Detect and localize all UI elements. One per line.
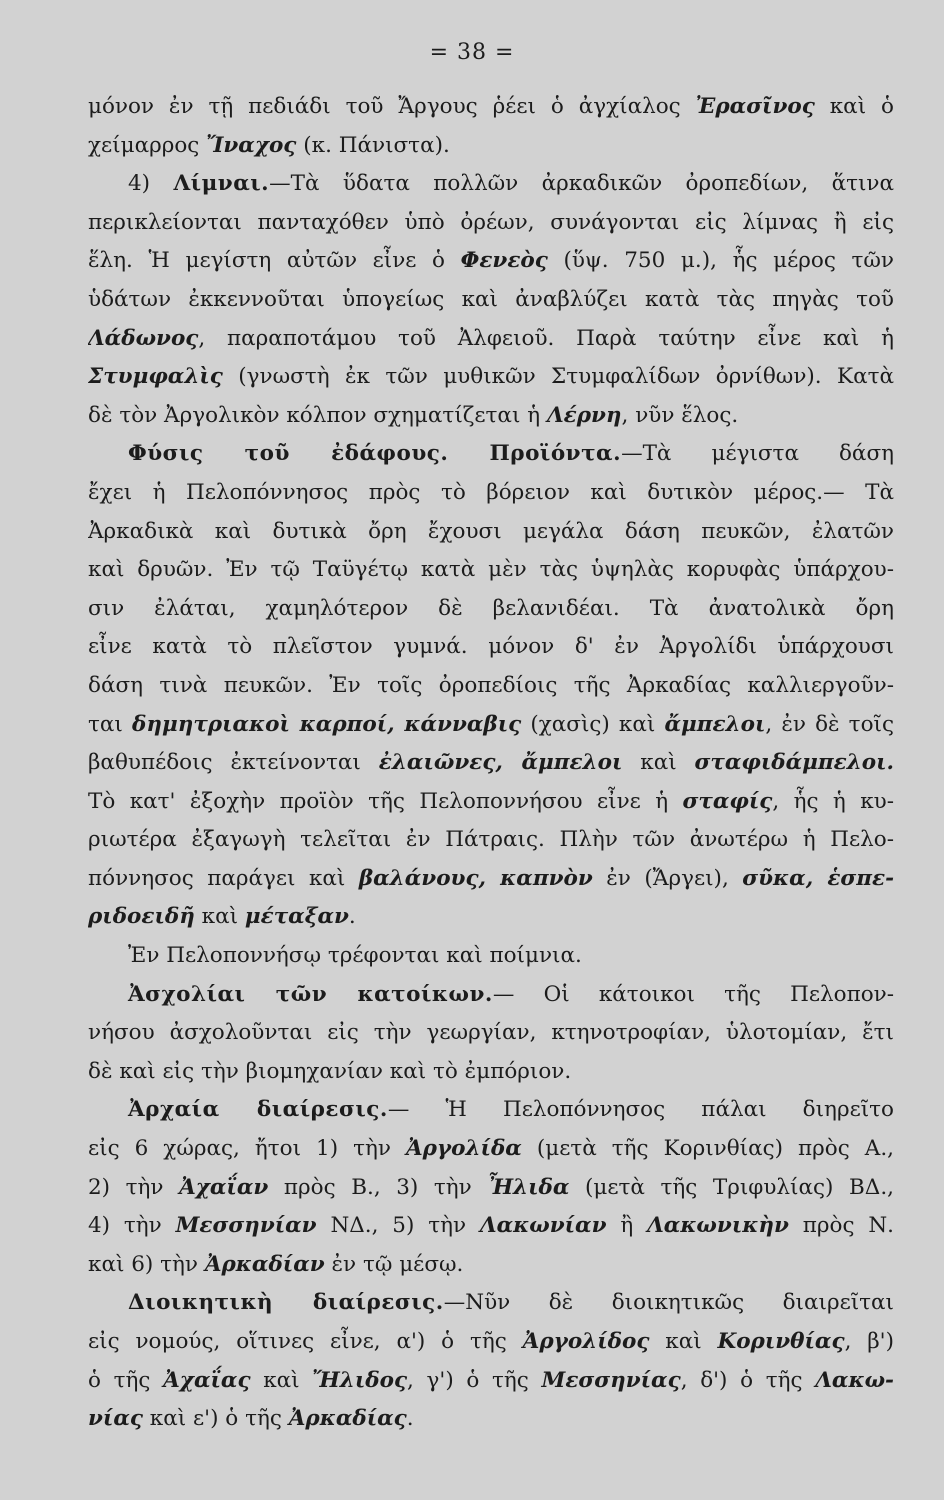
emphasized-term: Στυμφαλὶς [88,364,223,390]
text-run: καὶ [250,1367,313,1393]
text-run: 4) τὴν [88,1213,176,1239]
text-run: καὶ [194,904,245,930]
text-run: ται [88,711,132,737]
text-line [88,513,894,552]
text-run: — Οἱ κάτοικοι τῆς Πελοπον- [492,981,894,1007]
emphasized-term: Λέρνη [546,402,622,428]
emphasized-term: Ἀρκαδίαν [204,1251,325,1277]
text-run: καὶ 6) τὴν [88,1251,205,1277]
emphasized-term: Ἤλιδος [312,1367,408,1393]
text-run: πρὸς Β., 3) τὴν [268,1174,488,1200]
text-run: πρὸς Ν. [788,1213,894,1239]
text-run: (ὕψ. 750 μ.), ἧς μέρος τῶν [547,248,894,274]
text-line [88,1323,894,1362]
emphasized-term: Λακωνικὴν [647,1213,789,1239]
text-run: . [348,904,356,930]
text-line [88,667,894,706]
text-line [88,397,894,436]
section-heading: Διοικητικὴ διαίρεσις. [128,1290,444,1316]
text-run: , ἧς ἡ κυ- [772,788,894,814]
text-run: ριωτέρα ἐξαγωγὴ τελεῖται ἐν Πάτραις. Πλὴν τῶν ἀνωτέρω ἡ Πελο- [88,827,894,853]
text-line [88,1400,894,1439]
text-run: δὲ καὶ εἰς τὴν βιομηχανίαν καὶ τὸ ἐμπόριον. [88,1058,572,1084]
text-run: καὶ ε') ὁ τῆς [142,1406,289,1432]
text-line [88,898,894,937]
emphasized-term: Ἦλιδα [487,1174,570,1200]
text-run: μόνον ἐν τῇ πεδιάδι τοῦ Ἄργους ῥέει ὁ ἀγχίαλος [88,94,696,119]
emphasized-term: σταφίς [682,788,773,814]
text-line [88,88,894,127]
emphasized-term: σῦκα, ἑσπε- [742,865,894,891]
text-run: , β') [844,1329,894,1354]
emphasized-term: σταφιδάμπελοι. [694,750,894,776]
text-run: ὑδάτων ἐκκεννοῦται ὑπογείως καὶ ἀναβλύζει κατὰ τὰς πηγὰς τοῦ [88,286,894,312]
text-run: , δ') ὁ τῆς [680,1367,816,1393]
section-heading: Ἀσχολίαι τῶν κατοίκων. [128,981,493,1007]
text-run: Ἐν Πελοποννήσῳ τρέφονται καὶ ποίμνια. [128,943,582,969]
text-run: Τὸ κατ' ἐξοχὴν προϊὸν τῆς Πελοποννήσου εἶνε ἡ [88,788,683,814]
text-line [88,821,894,860]
text-run: Ἀρκαδικὰ καὶ δυτικὰ ὄρη ἔχουσι μεγάλα δάση πευκῶν, ἐλατῶν [88,518,894,544]
text-run: (μετὰ τῆς Τριφυλίας) ΒΔ., [569,1174,894,1200]
text-line [88,860,894,899]
text-line [88,1246,894,1285]
text-line [88,204,894,243]
text-run: καὶ [649,1329,718,1354]
text-run: 2) τὴν [88,1174,180,1200]
text-run: νήσου ἀσχολοῦνται εἰς τὴν γεωργίαν, κτηνοτροφίαν, ὑλοτομίαν, ἔτι [88,1020,894,1046]
text-line [88,435,894,474]
text-run: δὲ τὸν Ἀργολικὸν κόλπον σχηματίζεται ἡ [88,402,547,428]
text-line [88,320,894,359]
text-run: (γνωστὴ ἐκ τῶν μυθικῶν Στυμφαλίδων ὀρνίθων). Κατὰ [222,364,894,390]
text-line [88,1053,894,1092]
text-run: σιν ἐλάται, χαμηλότερον δὲ βελανιδέαι. Τὰ ἀνατολικὰ ὄρη [88,595,894,621]
section-heading: Λίμναι. [173,171,270,197]
text-run: , νῦν ἕλος. [621,402,739,428]
emphasized-term: Μεσσηνίαν [175,1213,317,1239]
text-run: καὶ ὁ [814,94,894,119]
text-run: ἔχει ἡ Πελοπόννησος πρὸς τὸ βόρειον καὶ δυτικὸν μέρος.— Τὰ [88,479,894,505]
emphasized-term: ἐλαιῶνες, ἄμπελοι [378,750,623,776]
text-run: ΝΔ., 5) τὴν [316,1213,480,1239]
text-run: δάση τινὰ πευκῶν. Ἐν τοῖς ὀροπεδίοις τῆς Ἀρκαδίας καλλιεργοῦν- [88,672,894,698]
text-run: χείμαρρος [88,132,207,158]
emphasized-term: ἄμπελοι [664,711,766,737]
text-line [88,1362,894,1401]
emphasized-term: Φενεὸς [460,248,548,274]
body-text [88,88,894,1439]
emphasized-term: Λάδωνος [88,325,199,351]
text-line [88,706,894,745]
text-run: , γ') ὁ τῆς [407,1367,542,1393]
emphasized-term: Λακω- [815,1367,894,1393]
text-run: (κ. Πάνιστα). [296,132,450,158]
text-run: —Τὰ ὕδατα πολλῶν ἀρκαδικῶν ὀροπεδίων, ἅτινα [269,171,894,197]
text-run: —Τὰ μέγιστα δάση [621,441,894,467]
text-line [88,744,894,783]
text-run: (μετὰ τῆς Κορινθίας) πρὸς Α., [521,1136,894,1162]
emphasized-term: Κορινθίας [717,1329,845,1354]
text-run: , παραποτάμου τοῦ Ἀλφειοῦ. Παρὰ ταύτην εἶνε καὶ ἡ [198,325,894,351]
text-line [88,474,894,513]
text-line [88,976,894,1015]
emphasized-term: Ἐρασῖνος [695,94,815,119]
text-line [88,1130,894,1169]
text-run: (χασὶς) καὶ [521,711,665,737]
text-run: ἕλη. Ἡ μεγίστη αὐτῶν εἶνε ὁ [88,248,461,274]
text-line [88,551,894,590]
page-number: = 38 = [429,40,515,65]
text-line [88,281,894,320]
text-line [88,1014,894,1053]
section-heading: Ἀρχαία διαίρεσις. [128,1097,388,1123]
emphasized-term: Ἀχαΐαν [179,1174,269,1200]
text-line [88,628,894,667]
text-run: ἐν τῷ μέσῳ. [324,1251,464,1277]
text-run: καὶ δρυῶν. Ἐν τῷ Ταϋγέτῳ κατὰ μὲν τὰς ὑψηλὰς κορυφὰς ὑπάρχου- [88,557,894,583]
text-line [88,937,894,976]
text-line [88,1169,894,1208]
text-run: περικλείονται πανταχόθεν ὑπὸ ὀρέων, συνάγονται εἰς λίμνας ἢ εἰς [88,209,894,235]
text-run: εἶνε κατὰ τὸ πλεῖστον γυμνά. μόνον δ' ἐν Ἀργολίδι ὑπάρχουσι [88,634,894,660]
text-line [88,242,894,281]
text-run: καὶ [622,750,695,776]
text-run: , ἐν δὲ τοῖς [765,711,894,737]
emphasized-term: Ἀργολίδα [405,1136,522,1162]
text-line [88,1284,894,1323]
text-line [88,590,894,629]
emphasized-term: μέταξαν [244,904,349,930]
emphasized-term: Ἀργολίδος [522,1329,650,1354]
text-run: —Νῦν δὲ διοικητικῶς διαιρεῖται [443,1290,894,1316]
text-line [88,783,894,822]
emphasized-term: δημητριακοὶ καρποί, κάνναβις [131,711,522,737]
emphasized-term: Μεσσηνίας [541,1367,681,1393]
text-line [88,165,894,204]
emphasized-term: Ἀχαΐας [163,1367,251,1393]
text-run: πόννησος παράγει καὶ [88,865,359,891]
text-run: — Ἡ Πελοπόννησος πάλαι διηρεῖτο [387,1097,894,1123]
section-heading: Φύσις τοῦ ἐδάφους. Προϊόντα. [128,441,622,467]
text-line [88,1091,894,1130]
emphasized-term: Ἴναχος [206,132,297,158]
emphasized-term: νίας [88,1406,143,1432]
text-run: ἐν (Ἄργει), [592,865,743,891]
text-line [88,127,894,166]
text-run: ἢ [606,1213,648,1239]
text-run: . [406,1406,414,1432]
text-run: 4) [128,171,174,197]
text-line [88,358,894,397]
text-run: εἰς νομούς, οἵτινες εἶνε, α') ὁ τῆς [88,1329,523,1354]
emphasized-term: βαλάνους, καπνὸν [358,865,593,891]
text-run: ὁ τῆς [88,1367,164,1393]
emphasized-term: Ἀρκαδίας [288,1406,407,1432]
text-line [88,1207,894,1246]
text-run: εἰς 6 χώρας, ἤτοι 1) τὴν [88,1136,406,1162]
text-run: βαθυπέδοις ἐκτείνονται [88,750,379,776]
emphasized-term: ριδοειδῆ [88,904,195,930]
emphasized-term: Λακωνίαν [479,1213,607,1239]
